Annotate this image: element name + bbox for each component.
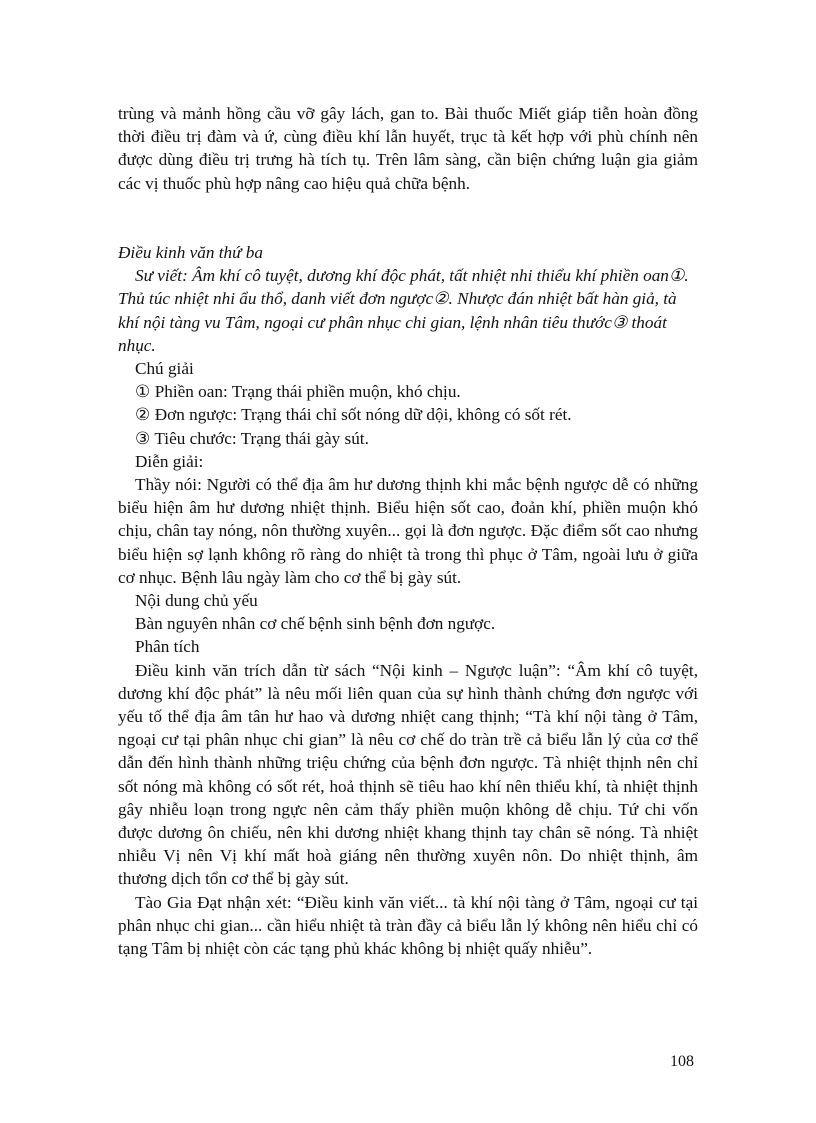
analysis-heading: Phân tích [135,637,200,657]
content-paragraph: Bàn nguyên nhân cơ chế bệnh sinh bệnh đơn ngược. [135,614,496,634]
main-block [118,241,698,960]
notes-heading: Chú giải [135,359,194,379]
content-heading: Nội dung chủ yếu [135,591,258,611]
explain-heading: Diễn giải: [135,451,204,471]
analysis-paragraph: Điều kinh văn trích dẫn từ sách “Nội kinh – Ngược luận”: “Âm khí cô tuyệt, dương khí độc phát” là nêu mối liên quan của sự hình thành chứng đơn ngược với yếu tố thể địa âm tân hư hao và dương nhiệt cang thịnh; “Tà khí nội tàng ở Tâm, ngoại cư tại phân nhục chi gian” là nêu cơ chế do tràn trề cả biểu lẫn lý của cơ thể dẫn đến hình thành những triệu chứng của bệnh đơn ngược. Tà nhiệt thịnh nên chỉ sốt nóng mà không có sốt rét, hoả thịnh sẽ tiêu hao khí nên thiểu khí, tà nhiệt thịnh gây nhiễu loạn trong ngực nên cảm thấy phiền muộn không dễ chịu. Tứ chi vốn được dương ôn chiếu, nên khi dương nhiệt khang thịnh tay chân sẽ nóng. Tà nhiệt nhiễu Vị nên Vị khí mất hoà giáng nên thường xuyên nôn. Do nhiệt thịnh, âm thương dịch tổn cơ thể bị gày sút. [118,660,698,889]
explain-paragraph: Thầy nói: Người có thể địa âm hư dương thịnh khi mắc bệnh ngược dễ có những biểu hiện âm hư dương nhiệt thịnh. Biểu hiện sốt cao, đoản khí, phiền muộn khó chịu, chân tay nóng, nôn thường xuyên... gọi là đơn ngược. Đặc điểm sốt cao nhưng biểu hiện sợ lạnh không rõ ràng do nhiệt tà trong thì phục ở Tâm, ngoài lưu ở giữa cơ nhục. Bệnh lâu ngày làm cho cơ thể bị gày sút. [118,475,698,587]
quote-paragraph: Sư viết: Âm khí cô tuyệt, dương khí độc phát, tất nhiệt nhi thiểu khí phiền oan①. Thủ túc nhiệt nhi ẩu thổ, danh viết đơn ngược②. Nhược đán nhiệt bất hàn giả, tà khí nội tàng vu Tâm, ngoại cư phân nhục chi gian, lệnh nhân tiêu thước③ thoát nhục. [118,266,689,355]
intro-block [118,102,698,195]
intro-paragraph: trùng và mảnh hồng cầu vỡ gây lách, gan to. Bài thuốc Miết giáp tiễn hoàn đồng thời điều trị đàm và ứ, cùng điều khí lẫn huyết, trục tà kết hợp với phù chính nên được dùng điều trị trưng hà tích tụ. Trên lâm sàng, cần biện chứng luận gia giảm các vị thuốc phù hợp nâng cao hiệu quả chữa bệnh. [118,104,698,193]
section-title: Điều kinh văn thứ ba [118,243,263,262]
note-item: ③ Tiêu chước: Trạng thái gày sút. [135,428,369,448]
note-item: ① Phiền oan: Trạng thái phiền muộn, khó chịu. [135,382,461,402]
comment-paragraph: Tào Gia Đạt nhận xét: “Điều kinh văn viết... tà khí nội tàng ở Tâm, ngoại cư tại phân nhục chi gian... cần hiểu nhiệt tà tràn đầy cả biểu lẫn lý không nên hiểu chỉ có tạng Tâm bị nhiệt còn các tạng phủ khác không bị nhiệt quấy nhiễu”. [118,892,698,959]
note-item: ② Đơn ngược: Trạng thái chỉ sốt nóng dữ dội, không có sốt rét. [135,405,572,425]
page-number: 108 [670,1053,694,1070]
